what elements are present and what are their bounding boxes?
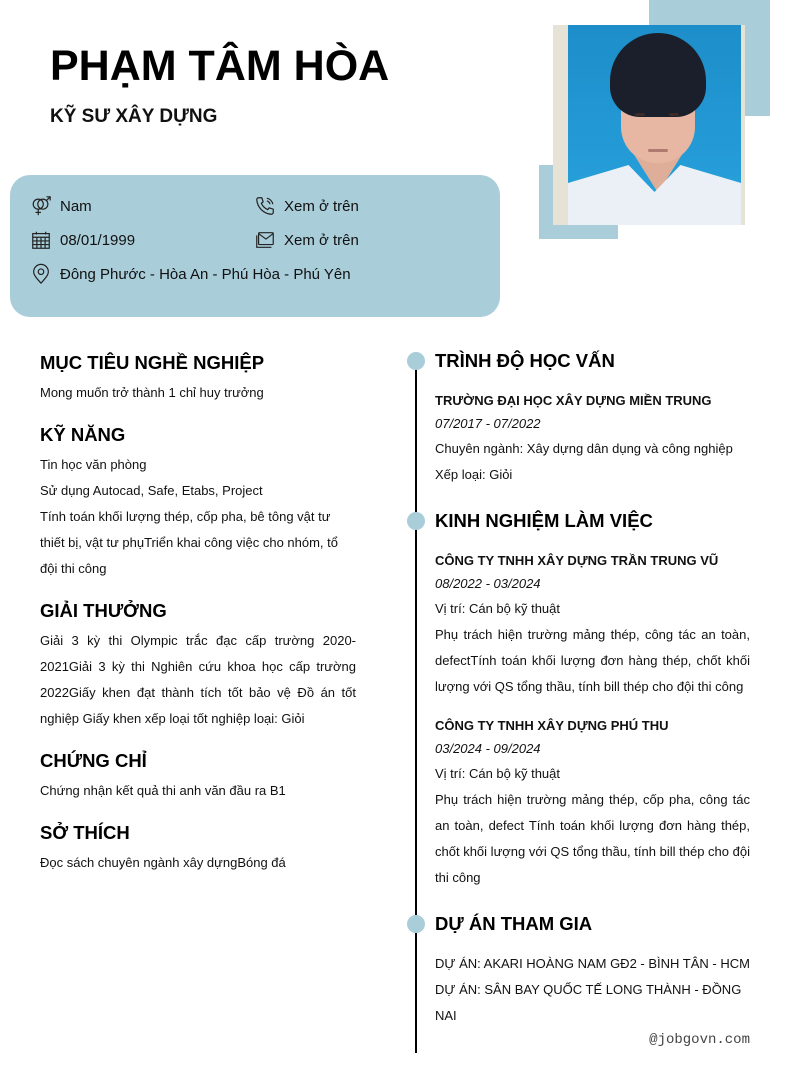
section-title-education: TRÌNH ĐỘ HỌC VẤN [435,350,615,371]
hobbies-text: Đọc sách chuyên ngành xây dựngBóng đá [40,855,286,870]
section-title: CHỨNG CHỈ [40,750,147,771]
section-title: KỸ NĂNG [40,424,126,445]
timeline-dot [407,915,425,933]
project-item: DỰ ÁN: SÂN BAY QUỐC TẾ LONG THÀNH - ĐỒNG NAI [435,982,742,1023]
birthday-value: 08/01/1999 [60,231,136,249]
project-item: DỰ ÁN: AKARI HOÀNG NAM GĐ2 - BÌNH TÂN - HCM [435,956,750,971]
section-certificates [40,750,356,804]
section-title: MỤC TIÊU NGHỀ NGHIỆP [40,352,265,373]
job-period: 08/2022 - 03/2024 [435,576,541,591]
contact-email [254,229,359,251]
education-period: 07/2017 - 07/2022 [435,416,541,431]
section-skills [40,424,356,582]
school-name: TRƯỜNG ĐẠI HỌC XÂY DỰNG MIỀN TRUNG [435,393,712,408]
job-position: Vị trí: Cán bộ kỹ thuật [435,601,561,616]
calendar-icon [30,229,52,251]
timeline-line [415,360,417,1053]
contact-address [30,263,351,285]
location-pin-icon [30,263,52,285]
job-title: KỸ SƯ XÂY DỰNG [50,106,218,127]
gender-value: Nam [60,197,92,215]
section-title: GIẢI THƯỞNG [40,600,167,621]
phone-icon [254,195,276,217]
section-awards [40,600,356,732]
skill-item: Tính toán khối lượng thép, cốp pha, bê tông vật tư thiết bị, vật tư phụTriển khai công việc cho nhóm, tổ đội thi công [40,509,338,576]
job-description: Phụ trách hiện trường mảng thép, công tác an toàn, defectTính toán khối lượng đơn hàng thép, chốt khối lượng với QS tổng thầu, tính bill thép cho đội thi công [435,627,750,694]
job-description: Phụ trách hiện trường mảng thép, cốp pha, công tác an toàn, defect Tính toán khối lượng đơn hàng thép, chốt khối lượng với QS tổng thầu, tính bill thép cho đội thi công [435,792,750,885]
company-name: CÔNG TY TNHH XÂY DỰNG TRẦN TRUNG VŨ [435,553,719,568]
email-value: Xem ở trên [284,231,359,249]
timeline-dot [407,512,425,530]
phone-value: Xem ở trên [284,197,359,215]
section-title-experience: KINH NGHIỆM LÀM VIỆC [435,510,653,531]
job-position: Vị trí: Cán bộ kỹ thuật [435,766,561,781]
education-major: Chuyên ngành: Xây dựng dân dụng và công nghiệp [435,441,733,456]
education-entry [435,389,750,488]
mail-icon [254,229,276,251]
skill-item: Sử dụng Autocad, Safe, Etabs, Project [40,483,263,498]
section-hobbies [40,822,356,876]
awards-text: Giải 3 kỳ thi Olympic trắc đạc cấp trường 2020-2021Giải 3 kỳ thi Nghiên cứu khoa học cấp trường 2022Giấy khen đạt thành tích tốt bảo vệ Đồ án tốt nghiệp Giấy khen xếp loại tốt nghiệp loại: Giỏi [40,633,356,726]
section-title: SỞ THÍCH [40,822,130,843]
timeline-dot [407,352,425,370]
left-column [40,352,356,876]
projects-list [435,951,750,1029]
experience-entry [435,714,750,891]
profile-photo [553,25,745,225]
contact-gender [30,195,92,217]
watermark: @jobgovn.com [649,1032,750,1048]
skill-item: Tin học văn phòng [40,457,147,472]
candidate-name: PHẠM TÂM HÒA [50,42,390,90]
certificates-text: Chứng nhận kết quả thi anh văn đầu ra B1 [40,783,286,798]
contact-birthday [30,229,135,251]
job-period: 03/2024 - 09/2024 [435,741,541,756]
contact-phone [254,195,359,217]
section-objective [40,352,356,406]
address-value: Đông Phước - Hòa An - Phú Hòa - Phú Yên [60,265,351,283]
company-name: CÔNG TY TNHH XÂY DỰNG PHÚ THU [435,718,669,733]
section-title-projects: DỰ ÁN THAM GIA [435,913,593,934]
objective-text: Mong muốn trở thành 1 chỉ huy trưởng [40,385,264,400]
experience-entry [435,549,750,700]
gender-icon [30,195,52,217]
education-grade: Xếp loại: Giỏi [435,467,513,482]
